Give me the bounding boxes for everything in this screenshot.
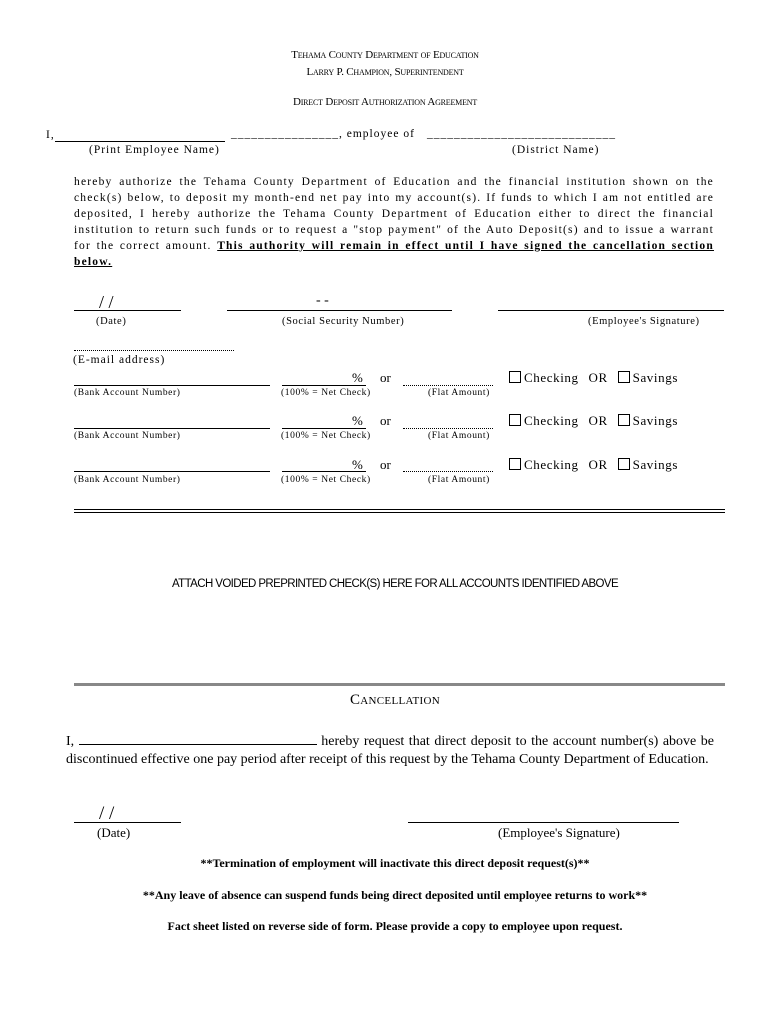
ssn-dashes: - - [316,293,329,308]
net-check-label: (100% = Net Check) [281,475,371,485]
account-type-choice [509,413,678,429]
cancellation-date-field[interactable] [74,822,181,823]
divider-bottom [74,512,725,513]
cancellation-signature-field[interactable] [408,822,679,823]
email-field[interactable] [74,350,234,351]
employee-of-text: , employee of [339,128,415,140]
org-name: Tehama County Department of Education [291,49,479,61]
cancellation-divider [74,683,725,686]
savings-label: Savings [632,413,678,428]
savings-checkbox[interactable] [618,458,630,470]
cancellation-date-slashes: / / [99,803,115,824]
or-label: OR [588,457,608,472]
bank-account-field[interactable] [74,385,270,386]
net-check-label: (100% = Net Check) [281,431,371,441]
checking-label: Checking [524,370,579,385]
net-check-label: (100% = Net Check) [281,388,371,398]
cancellation-name-field[interactable] [79,732,317,745]
account-type-choice [509,370,678,386]
employee-signature-field[interactable] [498,310,724,311]
account-type-choice [509,457,678,473]
leave-of-absence-note: **Any leave of absence can suspend funds being direct deposited until employee returns to work** [142,888,648,902]
cancellation-paragraph [66,732,714,769]
savings-label: Savings [632,370,678,385]
district-name-field[interactable]: ____________________________ [427,128,616,140]
or-label: OR [588,413,608,428]
authorization-effect-statement: This authority will remain in effect until I have signed the cancellation section below. [74,240,714,268]
employee-signature-label: (Employee's Signature) [588,316,700,327]
cancellation-prefix: I, [66,734,75,749]
bank-account-field[interactable] [74,428,270,429]
email-label: (E-mail address) [73,354,166,366]
checking-label: Checking [524,413,579,428]
savings-checkbox[interactable] [618,371,630,383]
flat-amount-label: (Flat Amount) [428,388,490,398]
cancellation-signature-label: (Employee's Signature) [498,825,620,840]
bank-account-label: (Bank Account Number) [74,431,181,441]
checking-checkbox[interactable] [509,371,521,383]
or-label: OR [588,370,608,385]
district-name-label: (District Name) [512,144,600,156]
ssn-label: (Social Security Number) [282,316,405,327]
savings-label: Savings [632,457,678,472]
ssn-field[interactable] [227,310,452,311]
flat-amount-field[interactable] [403,428,493,429]
cancellation-date-label: (Date) [97,825,131,840]
print-name-label: (Print Employee Name) [89,144,220,156]
checking-label: Checking [524,457,579,472]
bank-account-label: (Bank Account Number) [74,388,181,398]
authorization-body: hereby authorize the Tehama County Department of Education and the financial institution shown on the check(s) below, to deposit my month-end net pay into my account(s). If funds to which I am not entitled are deposited, I hereby authorize the Tehama County Department of Education either to direct the financial institution to return such funds or to request a "stop payment" of the Auto Deposit(s) and to issue a warrant for the correct amount. [74,176,714,252]
form-title: Direct Deposit Authorization Agreement [292,96,478,108]
flat-amount-label: (Flat Amount) [428,475,490,485]
savings-checkbox[interactable] [618,414,630,426]
print-name-field[interactable] [55,141,225,142]
cancellation-body: hereby request that direct deposit to the account number(s) above be discontinued effective one pay period after receipt of this request by the Tehama County Department of Education. [66,734,715,767]
fact-sheet-note: Fact sheet listed on reverse side of form. Please provide a copy to employee upon request. [167,919,623,933]
name-blank-2[interactable]: ________________ [231,128,339,140]
flat-amount-field[interactable] [403,385,493,386]
flat-amount-field[interactable] [403,471,493,472]
or-text: or [380,413,391,428]
or-text: or [380,457,391,472]
percent-sign: % [352,413,363,428]
percent-sign: % [352,370,363,385]
cancellation-title: Cancellation [350,692,440,708]
date-field[interactable] [74,310,181,311]
superintendent-name: Larry P. Champion, Superintendent [306,66,464,78]
percent-sign: % [352,457,363,472]
bank-account-label: (Bank Account Number) [74,475,181,485]
date-label: (Date) [96,316,127,327]
flat-amount-label: (Flat Amount) [428,431,490,441]
or-text: or [380,370,391,385]
checking-checkbox[interactable] [509,458,521,470]
divider-top [74,509,725,510]
bank-account-field[interactable] [74,471,270,472]
date-slashes: / / [99,292,114,312]
attach-check-instruction: ATTACH VOIDED PREPRINTED CHECK(S) HERE FOR ALL ACCOUNTS IDENTIFIED ABOVE [171,578,619,590]
checking-checkbox[interactable] [509,414,521,426]
termination-note: **Termination of employment will inactivate this direct deposit request(s)** [200,856,590,870]
authorization-prefix: I, [46,129,55,141]
authorization-paragraph [74,174,714,270]
